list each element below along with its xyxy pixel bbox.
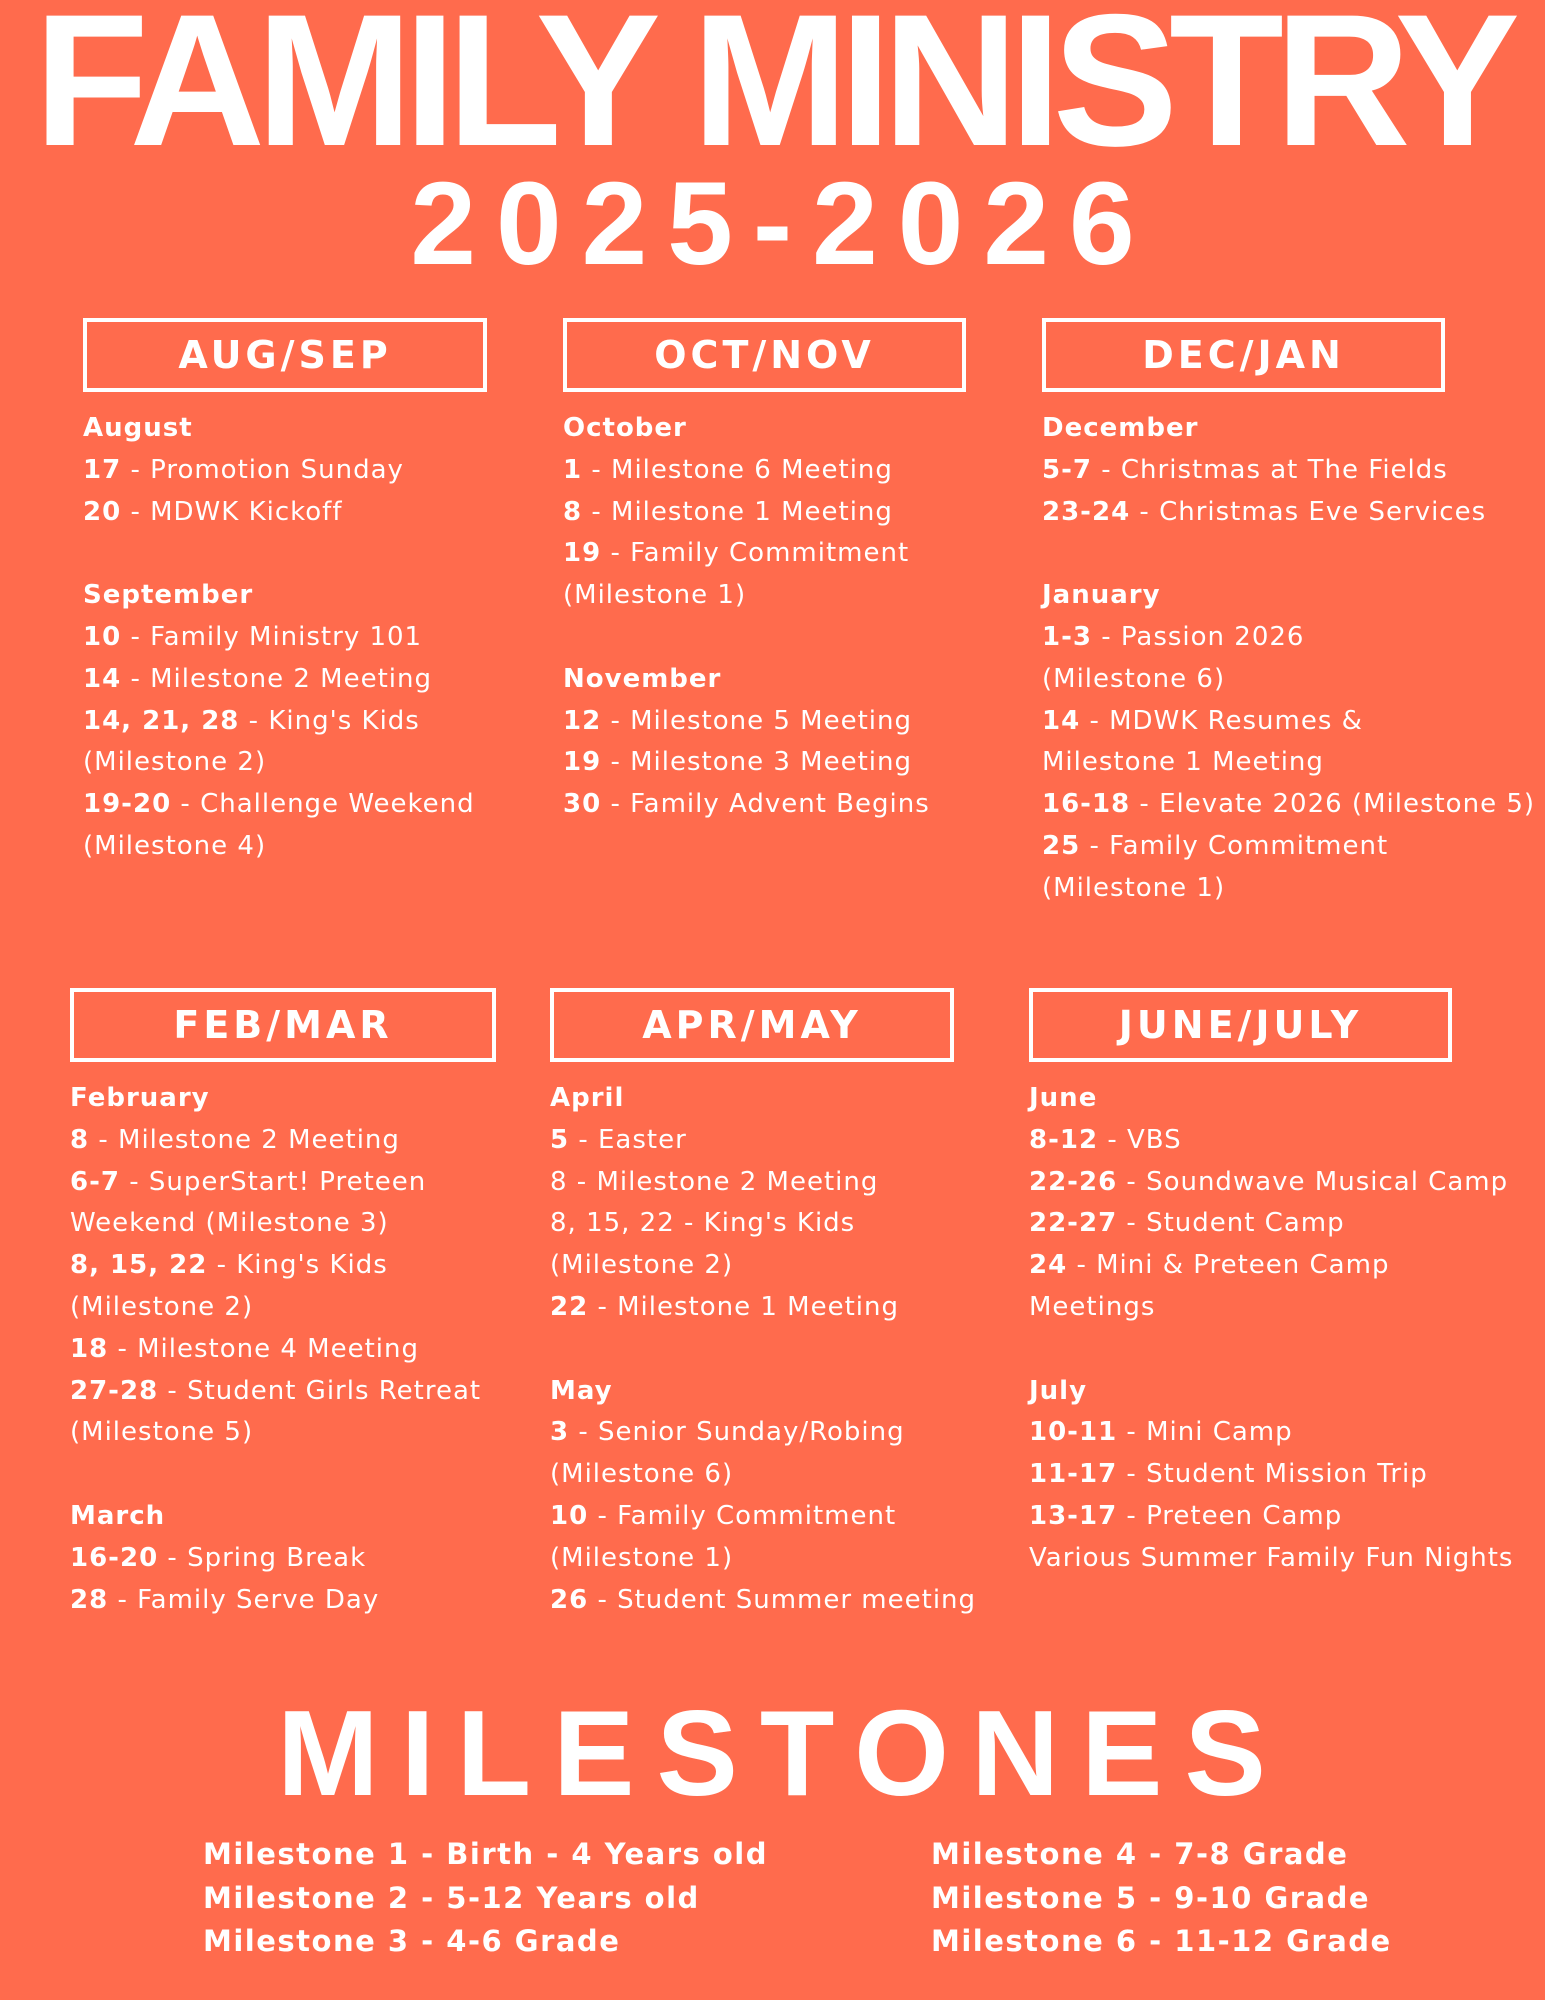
event-text: - Milestone 3 Meeting xyxy=(601,747,912,778)
event-item xyxy=(83,617,487,659)
event-date: 22-26 xyxy=(1029,1166,1118,1197)
column-header: JUNE/JULY xyxy=(1029,988,1452,1062)
event-item xyxy=(563,533,966,575)
event-item xyxy=(1029,1538,1514,1580)
event-date: 19 xyxy=(563,538,602,569)
milestone-item: Milestone 4 - 7-8 Grade xyxy=(931,1837,1349,1871)
event-continuation: (Milestone 1) xyxy=(563,580,747,611)
event-text: 8 - Milestone 2 Meeting xyxy=(550,1166,879,1197)
event-date: 1 xyxy=(563,454,583,485)
event-item xyxy=(83,701,487,743)
milestone-item: Milestone 3 - 4-6 Grade xyxy=(203,1924,621,1958)
event-text: - Milestone 1 Meeting xyxy=(588,1291,899,1322)
event-date: 13-17 xyxy=(1029,1500,1118,1531)
event-date: 24 xyxy=(1029,1250,1068,1281)
event-continuation: (Milestone 1) xyxy=(550,1542,734,1573)
event-continuation: Meetings xyxy=(1029,1291,1156,1322)
milestone-item: Milestone 6 - 11-12 Grade xyxy=(931,1924,1392,1958)
column-body xyxy=(83,408,487,868)
event-date: 22-27 xyxy=(1029,1208,1118,1239)
column-oct-nov xyxy=(563,318,966,826)
event-text: - Family Ministry 101 xyxy=(121,621,423,652)
event-text: - Easter xyxy=(569,1124,687,1155)
event-text: 8, 15, 22 - King's Kids xyxy=(550,1208,856,1239)
event-date: 27-28 xyxy=(70,1375,159,1406)
event-text: - Christmas at The Fields xyxy=(1091,454,1448,485)
month-heading: December xyxy=(1042,413,1199,443)
month-spacer xyxy=(83,533,487,575)
event-text: - Spring Break xyxy=(158,1542,367,1573)
event-date: 16-18 xyxy=(1042,789,1131,820)
event-item xyxy=(563,742,966,784)
milestones-list-right xyxy=(931,1833,1392,1964)
event-item xyxy=(563,701,966,743)
column-june-july xyxy=(1029,988,1514,1580)
event-date: 14 xyxy=(83,663,122,694)
event-text: - Passion 2026 xyxy=(1091,621,1305,652)
event-text: - Family Advent Begins xyxy=(601,789,930,820)
column-body xyxy=(550,1078,977,1621)
event-date: 30 xyxy=(563,789,602,820)
event-continuation: (Milestone 6) xyxy=(1042,663,1226,694)
event-item xyxy=(1042,492,1487,534)
month-spacer xyxy=(1042,533,1445,575)
event-date: 16-20 xyxy=(70,1542,159,1573)
event-text: Various Summer Family Fun Nights xyxy=(1029,1542,1514,1573)
column-dec-jan xyxy=(1042,318,1536,910)
event-text: - Preteen Camp xyxy=(1117,1500,1343,1531)
event-text: - Milestone 2 Meeting xyxy=(89,1124,400,1155)
event-item xyxy=(1029,1412,1452,1454)
event-item xyxy=(83,784,487,826)
event-continuation: (Milestone 6) xyxy=(550,1459,734,1490)
milestones-title: MILESTONES xyxy=(277,1685,1288,1821)
month-heading: January xyxy=(1042,580,1161,611)
event-date: 10-11 xyxy=(1029,1417,1118,1448)
event-text: - Milestone 2 Meeting xyxy=(121,663,432,694)
event-item xyxy=(1029,1496,1452,1538)
event-date: 5-7 xyxy=(1042,454,1092,485)
event-item xyxy=(563,784,966,826)
month-spacer xyxy=(563,617,966,659)
event-text: - MDWK Resumes & xyxy=(1080,705,1363,736)
event-item xyxy=(550,1162,954,1204)
event-item xyxy=(550,1412,954,1454)
event-item xyxy=(1029,1245,1452,1287)
column-feb-mar xyxy=(70,988,496,1621)
milestone-item: Milestone 5 - 9-10 Grade xyxy=(931,1880,1371,1915)
event-date: 11-17 xyxy=(1029,1459,1118,1490)
month-heading: April xyxy=(550,1083,625,1113)
event-date: 5 xyxy=(550,1124,570,1155)
event-item xyxy=(1029,1203,1452,1245)
column-header: AUG/SEP xyxy=(83,318,487,392)
event-date: 25 xyxy=(1042,830,1081,861)
event-item xyxy=(563,450,966,492)
event-item xyxy=(1042,784,1536,826)
event-item xyxy=(1042,450,1448,492)
month-spacer xyxy=(550,1329,954,1371)
event-item xyxy=(70,1162,496,1204)
month-heading: March xyxy=(70,1500,166,1531)
event-date: 3 xyxy=(550,1417,570,1448)
event-date: 8 xyxy=(70,1124,90,1155)
event-text: - Elevate 2026 (Milestone 5) xyxy=(1130,789,1536,820)
event-item xyxy=(70,1245,496,1287)
year-subtitle: 2025-2026 xyxy=(410,158,1155,290)
event-date: 23-24 xyxy=(1042,496,1131,527)
event-item xyxy=(70,1120,496,1162)
event-text: - Student Camp xyxy=(1117,1208,1345,1239)
month-heading: July xyxy=(1029,1375,1088,1406)
event-date: 8, 15, 22 xyxy=(70,1250,208,1281)
column-header: DEC/JAN xyxy=(1042,318,1445,392)
event-text: - Family Commitment xyxy=(1080,830,1389,861)
event-date: 14 xyxy=(1042,705,1081,736)
milestone-item: Milestone 2 - 5-12 Years old xyxy=(203,1880,700,1915)
event-date: 17 xyxy=(83,454,122,485)
column-header: APR/MAY xyxy=(550,988,954,1062)
event-item xyxy=(1029,1454,1452,1496)
event-text: - King's Kids xyxy=(239,705,420,736)
event-text: - Promotion Sunday xyxy=(121,454,404,485)
event-continuation: (Milestone 2) xyxy=(550,1250,734,1281)
event-date: 19 xyxy=(563,747,602,778)
event-text: - Challenge Weekend xyxy=(171,789,475,820)
event-item xyxy=(550,1496,954,1538)
event-item xyxy=(550,1120,954,1162)
event-text: - MDWK Kickoff xyxy=(121,496,343,527)
event-item xyxy=(70,1371,496,1413)
event-continuation: (Milestone 1) xyxy=(1042,872,1226,903)
event-item xyxy=(1029,1120,1452,1162)
event-text: - Mini & Preteen Camp xyxy=(1067,1250,1390,1281)
event-text: - Milestone 6 Meeting xyxy=(582,454,893,485)
event-date: 19-20 xyxy=(83,789,172,820)
event-item xyxy=(83,492,487,534)
event-item xyxy=(1042,701,1445,743)
event-text: - Soundwave Musical Camp xyxy=(1117,1166,1509,1197)
event-item xyxy=(1029,1162,1509,1204)
column-aug-sep xyxy=(83,318,487,868)
event-item xyxy=(83,450,487,492)
event-text: - Senior Sunday/Robing xyxy=(569,1417,905,1448)
event-continuation: (Milestone 5) xyxy=(70,1417,254,1448)
event-date: 12 xyxy=(563,705,602,736)
event-date: 8 xyxy=(563,496,583,527)
month-heading: October xyxy=(563,413,687,443)
event-date: 6-7 xyxy=(70,1166,120,1197)
month-heading: February xyxy=(70,1083,210,1113)
event-text: - VBS xyxy=(1098,1124,1182,1155)
month-spacer xyxy=(1029,1329,1452,1371)
event-date: 20 xyxy=(83,496,122,527)
event-item xyxy=(70,1329,496,1371)
event-item xyxy=(1042,617,1445,659)
month-heading: August xyxy=(83,413,193,443)
column-header: OCT/NOV xyxy=(563,318,966,392)
month-heading: November xyxy=(563,663,722,694)
event-item xyxy=(70,1538,496,1580)
event-text: - Student Girls Retreat xyxy=(158,1375,482,1406)
event-continuation: (Milestone 2) xyxy=(70,1291,254,1322)
event-text: - Milestone 4 Meeting xyxy=(108,1333,419,1364)
event-continuation: (Milestone 2) xyxy=(83,747,267,778)
month-heading: May xyxy=(550,1375,613,1406)
event-date: 8-12 xyxy=(1029,1124,1099,1155)
event-text: - Milestone 5 Meeting xyxy=(601,705,912,736)
event-item xyxy=(563,492,966,534)
month-heading: June xyxy=(1029,1083,1098,1113)
event-text: - SuperStart! Preteen xyxy=(119,1166,427,1197)
column-body xyxy=(563,408,966,826)
event-date: 1-3 xyxy=(1042,621,1092,652)
event-continuation: (Milestone 4) xyxy=(83,830,267,861)
milestones-list-left xyxy=(203,1833,768,1964)
event-item xyxy=(550,1287,954,1329)
event-item xyxy=(550,1203,954,1245)
column-header: FEB/MAR xyxy=(70,988,496,1062)
column-body xyxy=(1029,1078,1514,1580)
event-text: - Family Serve Day xyxy=(108,1584,380,1615)
event-text: - Family Commitment xyxy=(588,1500,897,1531)
event-date: 26 xyxy=(550,1584,589,1615)
event-item xyxy=(1042,826,1445,868)
event-date: 10 xyxy=(550,1500,589,1531)
event-continuation: Milestone 1 Meeting xyxy=(1042,747,1324,778)
month-spacer xyxy=(70,1454,496,1496)
event-date: 18 xyxy=(70,1333,109,1364)
event-item xyxy=(83,659,487,701)
milestone-item: Milestone 1 - Birth - 4 Years old xyxy=(203,1837,768,1871)
column-body xyxy=(1042,408,1536,910)
page-title: FAMILY MINISTRY xyxy=(33,0,1512,185)
event-text: - Mini Camp xyxy=(1117,1417,1293,1448)
event-text: - King's Kids xyxy=(207,1250,388,1281)
event-item xyxy=(70,1580,496,1622)
event-date: 14, 21, 28 xyxy=(83,705,240,736)
event-text: - Student Summer meeting xyxy=(588,1584,977,1615)
column-apr-may xyxy=(550,988,977,1621)
month-heading: September xyxy=(83,580,254,611)
event-date: 28 xyxy=(70,1584,109,1615)
event-text: - Student Mission Trip xyxy=(1117,1459,1428,1490)
event-text: - Milestone 1 Meeting xyxy=(582,496,893,527)
column-body xyxy=(70,1078,496,1621)
event-date: 10 xyxy=(83,621,122,652)
event-text: - Christmas Eve Services xyxy=(1130,496,1487,527)
event-item xyxy=(550,1580,977,1622)
event-continuation: Weekend (Milestone 3) xyxy=(70,1208,389,1239)
event-date: 22 xyxy=(550,1291,589,1322)
event-text: - Family Commitment xyxy=(601,538,910,569)
